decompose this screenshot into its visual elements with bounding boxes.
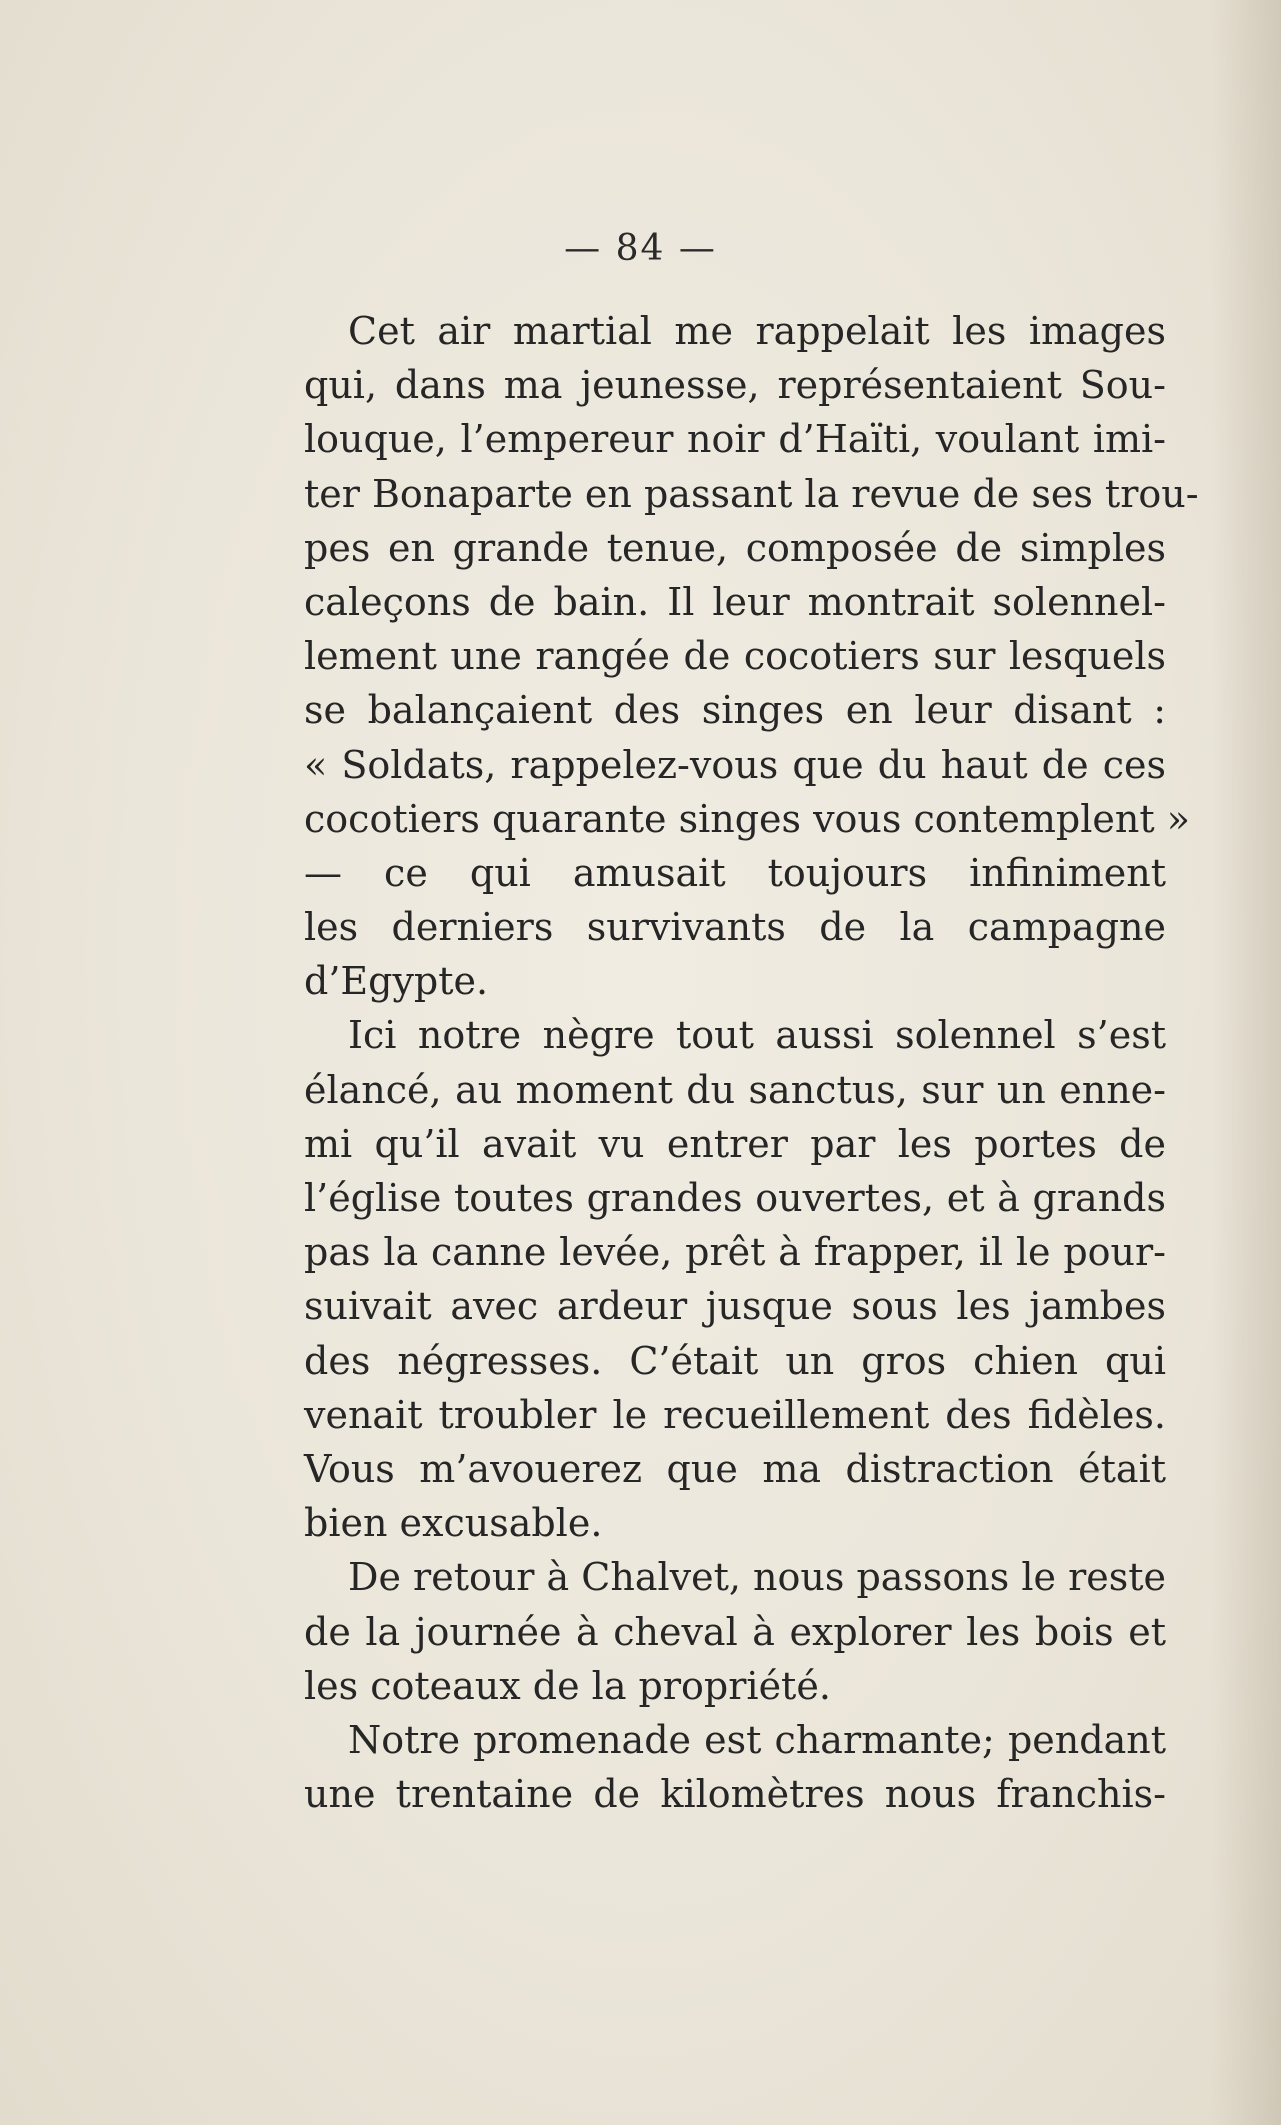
text-line: Notre promenade est charmante; pendant xyxy=(348,1717,1166,1762)
text-line: cocotiers quarante singes vous contemplent » xyxy=(304,796,1190,841)
text-line: ter Bonaparte en passant la revue de ses trou- xyxy=(304,471,1199,516)
body-text xyxy=(304,304,1199,1821)
text-line: Vous m’avouerez que ma distraction était xyxy=(304,1446,1166,1491)
text-line: Cet air martial me rappelait les images xyxy=(348,309,1166,353)
text-line: suivait avec ardeur jusque sous les jambes xyxy=(304,1284,1166,1329)
text-line: bien excusable. xyxy=(304,1501,603,1546)
text-line: De retour à Chalvet, nous passons le reste xyxy=(348,1555,1166,1600)
text-line: caleçons de bain. Il leur montrait solennel- xyxy=(304,579,1166,624)
text-line: pes en grande tenue, composée de simples xyxy=(304,525,1166,570)
text-line: mi qu’il avait vu entrer par les portes de xyxy=(304,1121,1166,1166)
text-line: pas la canne levée, prêt à frapper, il le pour- xyxy=(304,1230,1166,1275)
text-line: les derniers survivants de la campagne xyxy=(304,905,1166,950)
text-line: l’église toutes grandes ouvertes, et à grands xyxy=(304,1176,1166,1220)
text-line: élancé, au moment du sanctus, sur un enne- xyxy=(304,1067,1166,1112)
text-line: les coteaux de la propriété. xyxy=(304,1663,831,1708)
text-line: qui, dans ma jeunesse, représentaient Sou- xyxy=(304,363,1166,408)
text-line: d’Egypte. xyxy=(304,959,489,1004)
text-line: se balançaient des singes en leur disant : xyxy=(304,688,1166,733)
page-number: — 84 — xyxy=(564,228,717,269)
text-line: de la journée à cheval à explorer les bois et xyxy=(304,1609,1166,1654)
text-line: lement une rangée de cocotiers sur lesquels xyxy=(304,634,1166,679)
text-line: des négresses. C’était un gros chien qui xyxy=(304,1338,1166,1383)
text-line: louque, l’empereur noir d’Haïti, voulant imi- xyxy=(304,417,1166,462)
text-line: une trentaine de kilomètres nous franchis- xyxy=(304,1772,1166,1817)
text-line: venait troubler le recueillement des fidèles. xyxy=(304,1392,1166,1437)
text-line: « Soldats, rappelez-vous que du haut de ces xyxy=(304,742,1166,787)
text-line: — ce qui amusait toujours infiniment xyxy=(304,850,1166,895)
text-line: Ici notre nègre tout aussi solennel s’est xyxy=(348,1013,1166,1058)
